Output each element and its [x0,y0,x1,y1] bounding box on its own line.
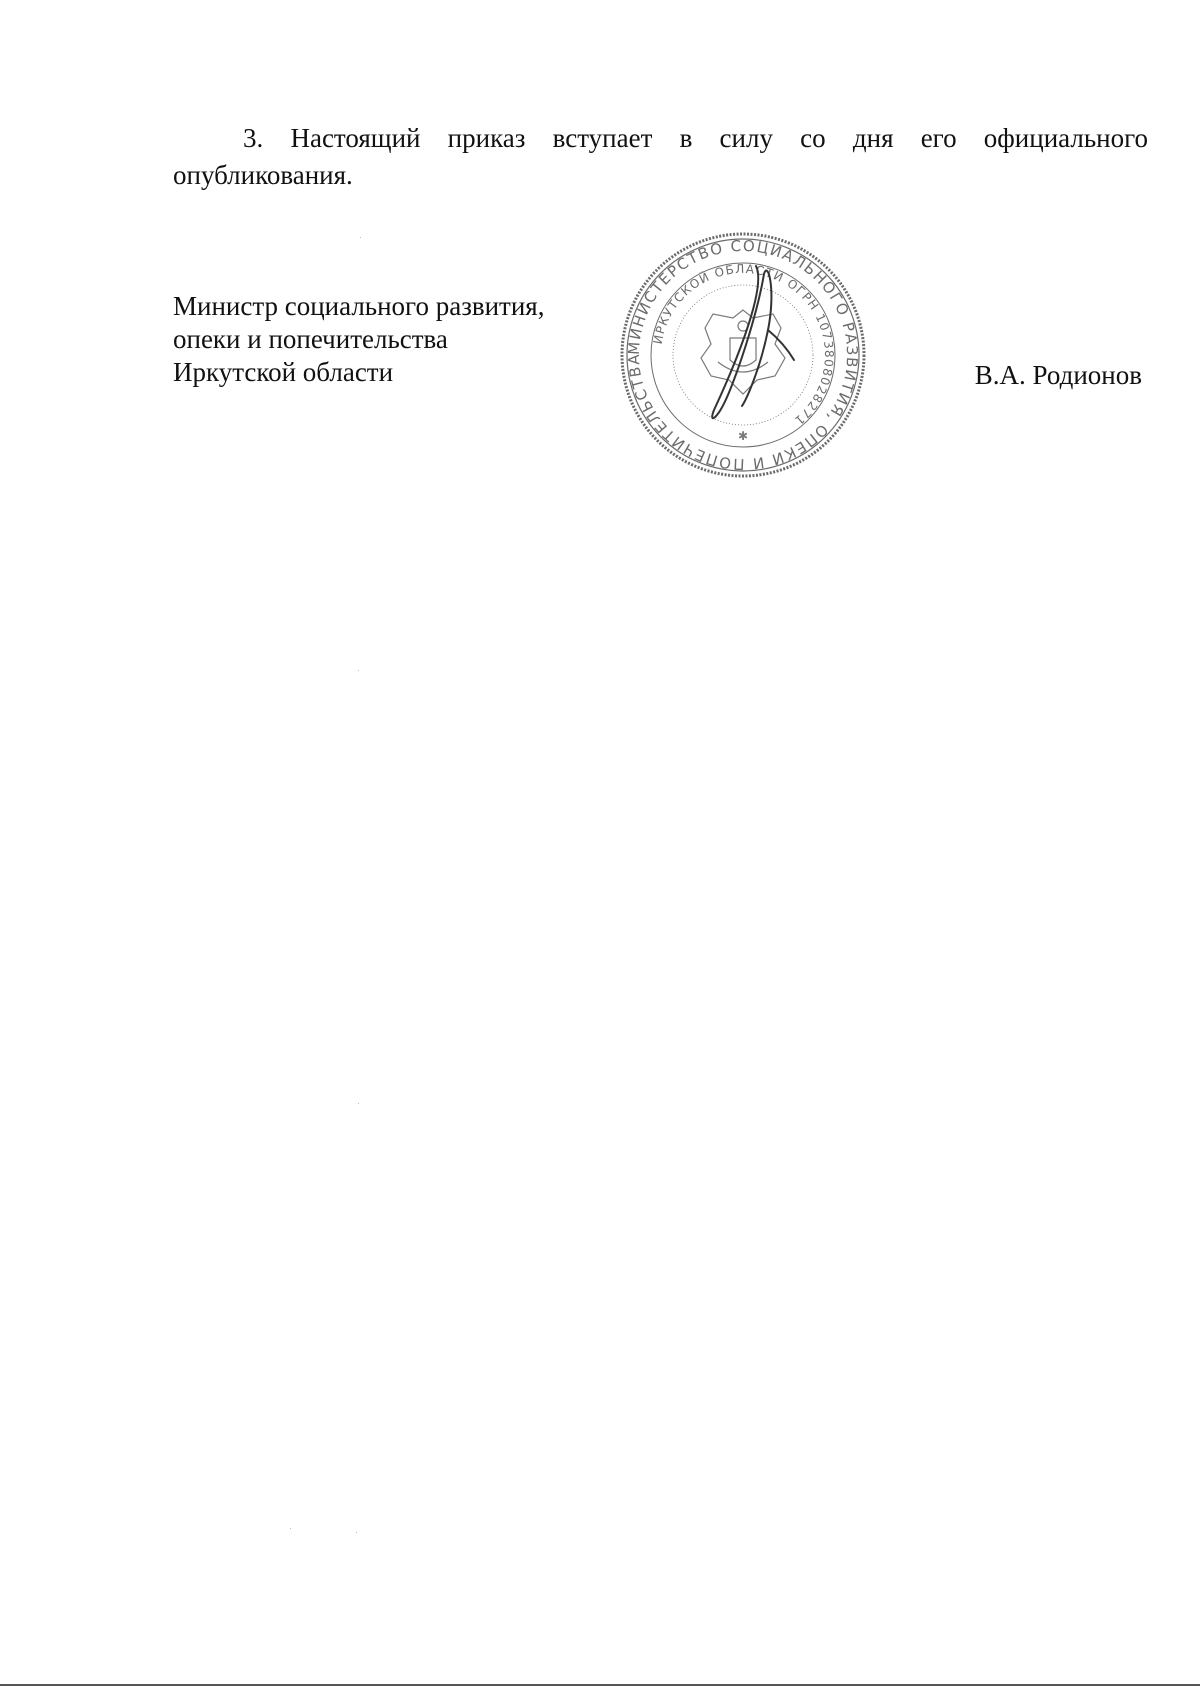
star-icon: ✱ [737,429,749,443]
scan-speck [358,1103,359,1104]
clause-3-line-1: 3. Настоящий приказ вступает в силу со дня его официального [243,123,1148,153]
seal-outer-text: МИНИСТЕРСТВО СОЦИАЛЬНОГО РАЗВИТИЯ, ОПЕКИ И ПОПЕЧИТЕЛЬСТВА [624,236,862,474]
scan-speck [360,237,361,238]
signer-title-line-1: Министр социального развития, [173,291,545,321]
scan-speck [356,1532,357,1533]
signer-title-line-3: Иркутской области [173,357,394,387]
scan-speck [358,670,359,671]
clause-3-paragraph [173,120,1148,194]
scan-speck [290,1528,291,1529]
signer-name: В.А. Родионов [974,360,1142,390]
page-bottom-edge [0,1684,1200,1686]
handwritten-signature [712,266,794,418]
official-seal-stamp [618,230,868,480]
signer-title [173,290,544,389]
seal-inner-text: ИРКУТСКОЙ ОБЛАСТИ ОГРН 1073808028271 [650,261,837,429]
signer-title-line-2: опеки и попечительства [173,324,448,354]
clause-3-line-2: опубликования. [173,160,353,190]
